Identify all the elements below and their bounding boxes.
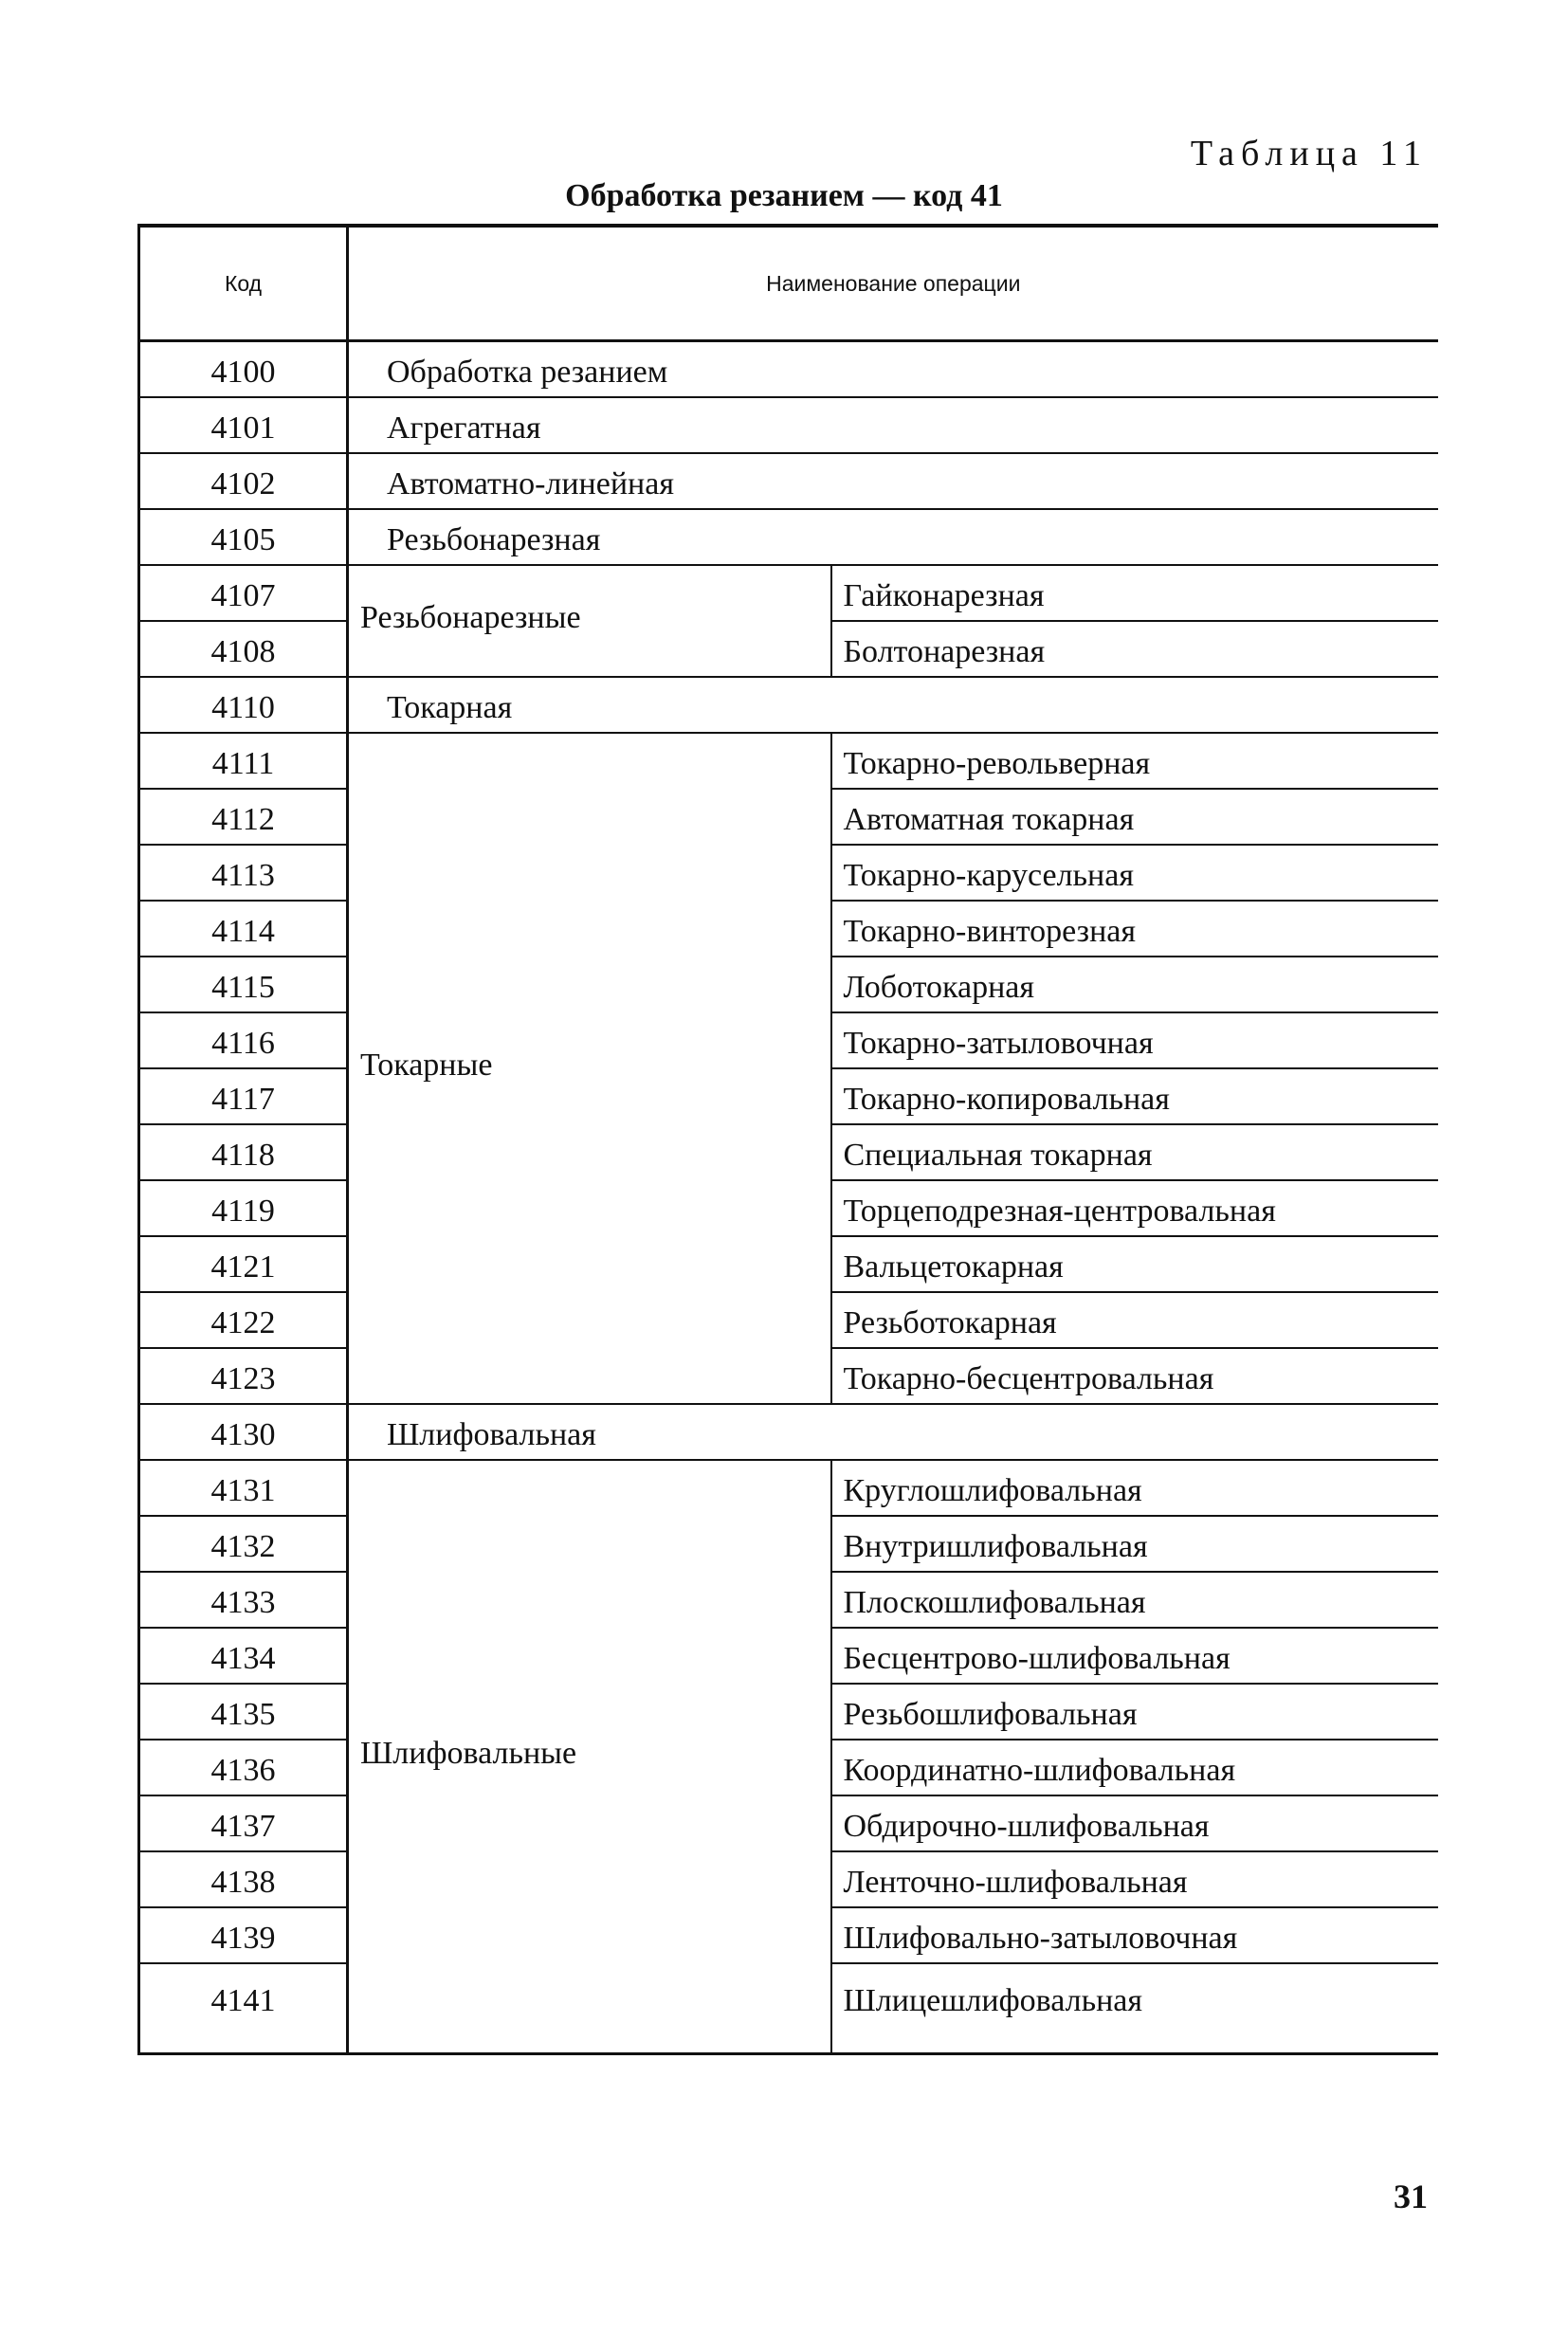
code-cell: 4119 <box>139 1180 348 1236</box>
code-cell: 4110 <box>139 677 348 733</box>
operation-cell: Внутришлифовальная <box>831 1516 1438 1572</box>
operation-cell: Токарно-карусельная <box>831 845 1438 901</box>
table-row <box>139 677 1438 733</box>
code-cell: 4132 <box>139 1516 348 1572</box>
operation-cell: Токарно-винторезная <box>831 901 1438 957</box>
code-cell: 4102 <box>139 453 348 509</box>
table-row <box>139 1404 1438 1460</box>
operation-cell: Токарно-револьверная <box>831 733 1438 789</box>
code-cell: 4115 <box>139 957 348 1012</box>
header-operation-name: Наименование операции <box>348 226 1438 341</box>
operation-cell: Токарная <box>348 677 1438 733</box>
header-code: Код <box>139 226 348 341</box>
table-row <box>139 509 1438 565</box>
operation-cell: Токарно-затыловочная <box>831 1012 1438 1068</box>
code-cell: 4100 <box>139 341 348 397</box>
table-row <box>139 733 1438 789</box>
group-cell-grinding: Шлифовальные <box>348 1460 831 2054</box>
operation-cell: Шлифовально-затыловочная <box>831 1907 1438 1963</box>
operation-cell: Гайконарезная <box>831 565 1438 621</box>
code-cell: 4116 <box>139 1012 348 1068</box>
table-row <box>139 397 1438 453</box>
page-number: 31 <box>1394 2178 1428 2215</box>
table-row <box>139 1460 1438 1516</box>
code-cell: 4117 <box>139 1068 348 1124</box>
operation-cell: Резьбонарезная <box>348 509 1438 565</box>
operation-cell: Агрегатная <box>348 397 1438 453</box>
code-cell: 4121 <box>139 1236 348 1292</box>
code-cell: 4101 <box>139 397 348 453</box>
operation-cell: Лоботокарная <box>831 957 1438 1012</box>
operation-cell: Обдирочно-шлифовальная <box>831 1795 1438 1851</box>
operation-cell: Бесцентрово-шлифовальная <box>831 1628 1438 1684</box>
table-row <box>139 565 1438 621</box>
code-cell: 4114 <box>139 901 348 957</box>
operation-cell: Шлицешлифовальная <box>831 1963 1438 2054</box>
table-row <box>139 453 1438 509</box>
operation-cell: Автоматная токарная <box>831 789 1438 845</box>
code-cell: 4118 <box>139 1124 348 1180</box>
code-cell: 4141 <box>139 1963 348 2054</box>
code-cell: 4113 <box>139 845 348 901</box>
code-cell: 4139 <box>139 1907 348 1963</box>
code-cell: 4134 <box>139 1628 348 1684</box>
code-cell: 4136 <box>139 1740 348 1795</box>
table-label: Таблица 11 <box>1190 134 1428 173</box>
group-cell-threading: Резьбонарезные <box>348 565 831 677</box>
operation-cell: Круглошлифовальная <box>831 1460 1438 1516</box>
operation-cell: Специальная токарная <box>831 1124 1438 1180</box>
table-header-row <box>139 226 1438 341</box>
code-cell: 4107 <box>139 565 348 621</box>
operation-cell: Обработка резанием <box>348 341 1438 397</box>
table-title: Обработка резанием — код 41 <box>565 178 1003 213</box>
code-cell: 4135 <box>139 1684 348 1740</box>
code-cell: 4112 <box>139 789 348 845</box>
operation-cell: Плоскошлифовальная <box>831 1572 1438 1628</box>
code-cell: 4122 <box>139 1292 348 1348</box>
code-cell: 4130 <box>139 1404 348 1460</box>
operation-cell: Токарно-копировальная <box>831 1068 1438 1124</box>
operation-cell: Автоматно-линейная <box>348 453 1438 509</box>
group-cell-turning: Токарные <box>348 733 831 1404</box>
code-cell: 4131 <box>139 1460 348 1516</box>
operation-cell: Болтонарезная <box>831 621 1438 677</box>
operation-cell: Резьботокарная <box>831 1292 1438 1348</box>
code-cell: 4137 <box>139 1795 348 1851</box>
operation-cell: Токарно-бесцентровальная <box>831 1348 1438 1404</box>
operation-cell: Шлифовальная <box>348 1404 1438 1460</box>
operations-table <box>137 224 1438 2055</box>
code-cell: 4108 <box>139 621 348 677</box>
operation-cell: Вальцетокарная <box>831 1236 1438 1292</box>
code-cell: 4105 <box>139 509 348 565</box>
code-cell: 4138 <box>139 1851 348 1907</box>
code-cell: 4133 <box>139 1572 348 1628</box>
operation-cell: Ленточно-шлифовальная <box>831 1851 1438 1907</box>
operation-cell: Торцеподрезная-центровальная <box>831 1180 1438 1236</box>
code-cell: 4123 <box>139 1348 348 1404</box>
code-cell: 4111 <box>139 733 348 789</box>
table-row <box>139 341 1438 397</box>
operation-cell: Координатно-шлифовальная <box>831 1740 1438 1795</box>
operation-cell: Резьбошлифовальная <box>831 1684 1438 1740</box>
